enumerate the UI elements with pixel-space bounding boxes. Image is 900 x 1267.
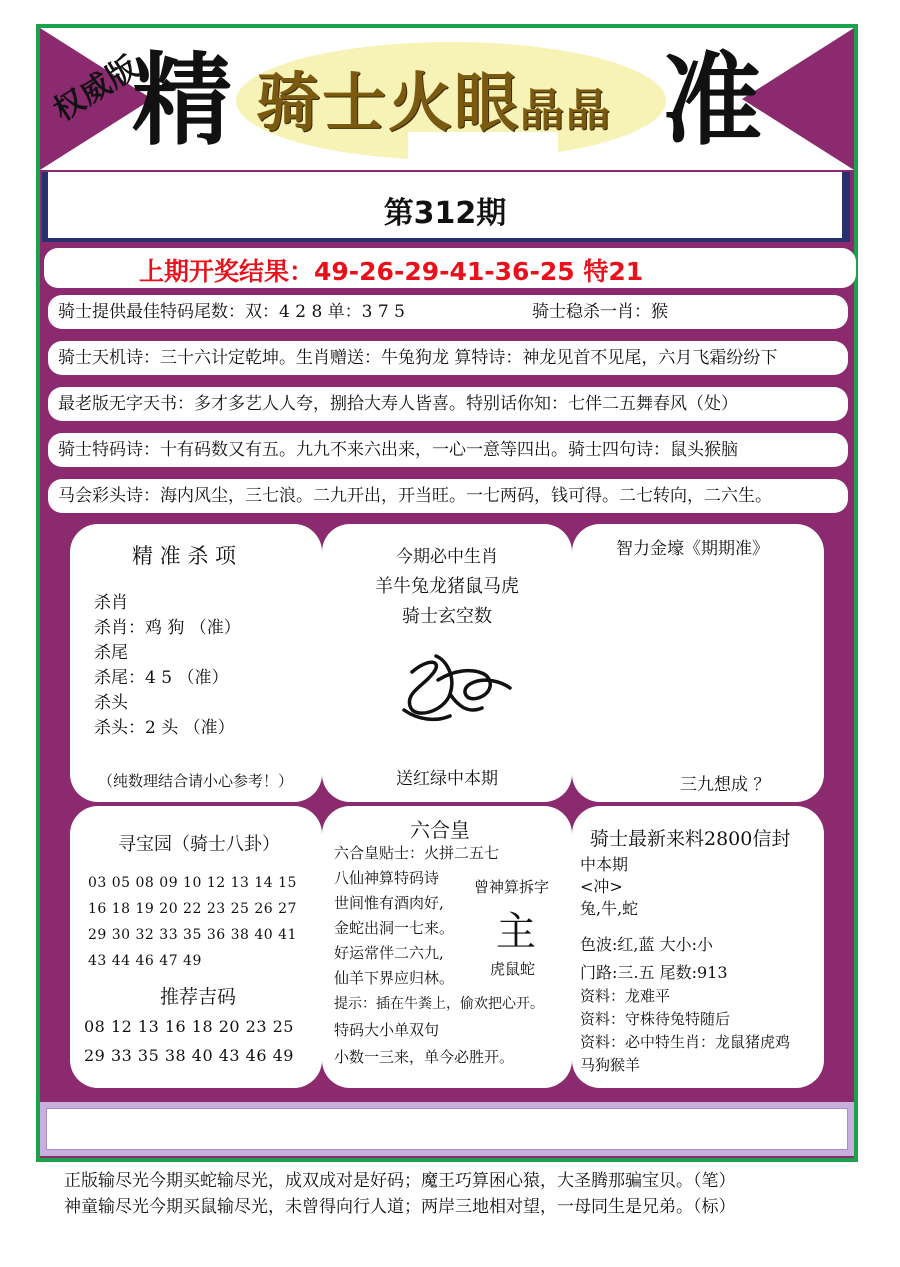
page-title (256, 66, 612, 141)
footer-line: 正版输尽光今期买蛇输尽光，成双成对是好码；魔王巧算困心猿，大圣腾那骗宝贝。（笔） (64, 1171, 736, 1191)
kill-line: 杀尾：4 5 （准） (94, 668, 229, 688)
lhh-line: 八仙神算特码诗 (334, 869, 440, 887)
lucky-title: 推荐吉码 (160, 986, 237, 1008)
treasure-title: 寻宝园（骑士八卦） (118, 834, 280, 855)
letter-line: 兔,牛,蛇 (580, 899, 639, 918)
letter-line: 资料：守株待兔特随后 (580, 1010, 731, 1028)
row-special-poem (48, 433, 848, 467)
kill-line: 杀头 (94, 693, 128, 713)
issue-number: 第312期 (383, 196, 507, 231)
letter-line: 资料：龙难平 (580, 987, 671, 1005)
wisdom-panel (572, 524, 824, 802)
must-bottom: 送红绿中本期 (396, 769, 498, 789)
lhh-side-bottom: 虎鼠蛇 (490, 960, 536, 978)
row-lucky-poem (48, 479, 848, 513)
grid-row: 29 30 32 33 35 36 38 40 41 (88, 927, 297, 943)
row-text: 骑士提供最佳特码尾数：双：4 2 8 单：3 7 5 (58, 302, 405, 322)
row-poem (48, 341, 848, 375)
row-text: 骑士天机诗：三十六计定乾坤。生肖赠送：牛兔狗龙 算特诗：神龙见首不见尾，六月飞霜纷纷下 (58, 348, 778, 368)
lhh-line: 金蛇出洞一七来。 (334, 919, 455, 937)
last-result-bar (44, 248, 856, 288)
wisdom-bottom: 三九想成 ？ (680, 775, 771, 795)
wisdom-title: 智力金壕《期期准》 (616, 539, 769, 559)
row-tail-numbers (48, 295, 848, 329)
letter-line: 中本期 (580, 855, 629, 874)
lhh-line: 仙羊下界应归林。 (334, 969, 455, 987)
row-kill-zodiac: 骑士稳杀一肖：猴 (532, 302, 668, 322)
bottom-blank-box (46, 1108, 848, 1150)
lhh-line: 好运常伴二六九, (334, 944, 444, 962)
letter-panel (572, 806, 824, 1088)
must-zodiacs: 羊牛兔龙猪鼠马虎 (375, 576, 519, 597)
char-left: 精 (132, 41, 232, 159)
title-main: 骑士火眼 (256, 66, 520, 141)
grid-row: 08 12 13 16 18 20 23 25 (84, 1017, 294, 1036)
footer-line: 神童输尽光今期买鼠输尽光，未曾得向行人道；两岸三地相对望，一母同生是兄弟。（标） (64, 1197, 736, 1217)
grid-row: 16 18 19 20 22 23 25 26 27 (88, 901, 297, 917)
lhh-side-char: 主 (496, 909, 536, 955)
kill-line: 杀头：2 头 （准） (94, 718, 235, 738)
must-line: 骑士玄空数 (402, 606, 492, 627)
header-banner (40, 28, 854, 170)
row-heavenly-book (48, 387, 848, 421)
signature-scribble (398, 650, 518, 730)
char-right: 准 (662, 41, 762, 159)
letter-line: 资料：必中特生肖：龙鼠猪虎鸡 (580, 1033, 791, 1051)
last-result-text: 上期开奖结果：49-26-29-41-36-25 特21 (139, 257, 644, 286)
must-line: 今期必中生肖 (396, 547, 498, 567)
grid-row: 03 05 08 09 10 12 13 14 15 (88, 875, 297, 891)
letter-line: <冲> (580, 877, 623, 896)
lhh-panel (322, 806, 572, 1088)
lhh-side-label: 曾神算拆字 (474, 878, 550, 896)
treasure-number-grid (88, 870, 297, 974)
kill-line: 杀肖：鸡 狗 （准） (94, 618, 241, 638)
row-text: 骑士特码诗：十有码数又有五。九九不来六出来，一心一意等四出。骑士四句诗：鼠头猴脑 (58, 440, 738, 460)
lhh-line: 小数一三来，单今必胜开。 (334, 1048, 515, 1066)
treasure-panel (70, 806, 322, 1088)
lhh-line: 提示：插在牛粪上，偷欢把心开。 (334, 996, 544, 1012)
kill-line: 杀肖 (94, 593, 128, 613)
lhh-line: 特码大小单双句 (334, 1021, 440, 1039)
lhh-line: 世间惟有酒肉好, (334, 894, 444, 912)
kill-line: 杀尾 (94, 643, 128, 663)
grid-row: 29 33 35 38 40 43 46 49 (84, 1046, 294, 1065)
row-text: 最老版无字天书：多才多艺人人夸，捌拾大寿人皆喜。特别话你知：七伴二五舞春风（处） (58, 394, 738, 414)
letter-line: 色波:红,蓝 大小:小 (580, 935, 713, 954)
lhh-title: 六合皇 (410, 818, 470, 842)
lucky-number-grid (84, 1012, 294, 1070)
authority-badge: 权威版 (47, 49, 146, 129)
title-small: 晶晶 (520, 85, 612, 136)
kill-panel (70, 524, 322, 802)
kill-title: 精 准 杀 项 (132, 544, 237, 568)
issue-bar (42, 172, 850, 242)
letter-line: 门路:三.五 尾数:913 (580, 963, 728, 982)
kill-note: （纯数理结合请小心参考！） (98, 772, 294, 790)
letter-line: 马狗猴羊 (580, 1056, 641, 1074)
row-text: 马会彩头诗：海内风尘，三七浪。二九开出，开当旺。一七两码，钱可得。二七转向，二六生。 (58, 486, 772, 506)
letter-title: 骑士最新来料2800信封 (590, 828, 791, 850)
grid-row: 43 44 46 47 49 (88, 953, 202, 969)
lhh-line: 六合皇贴士：火拼二五七 (334, 844, 500, 862)
